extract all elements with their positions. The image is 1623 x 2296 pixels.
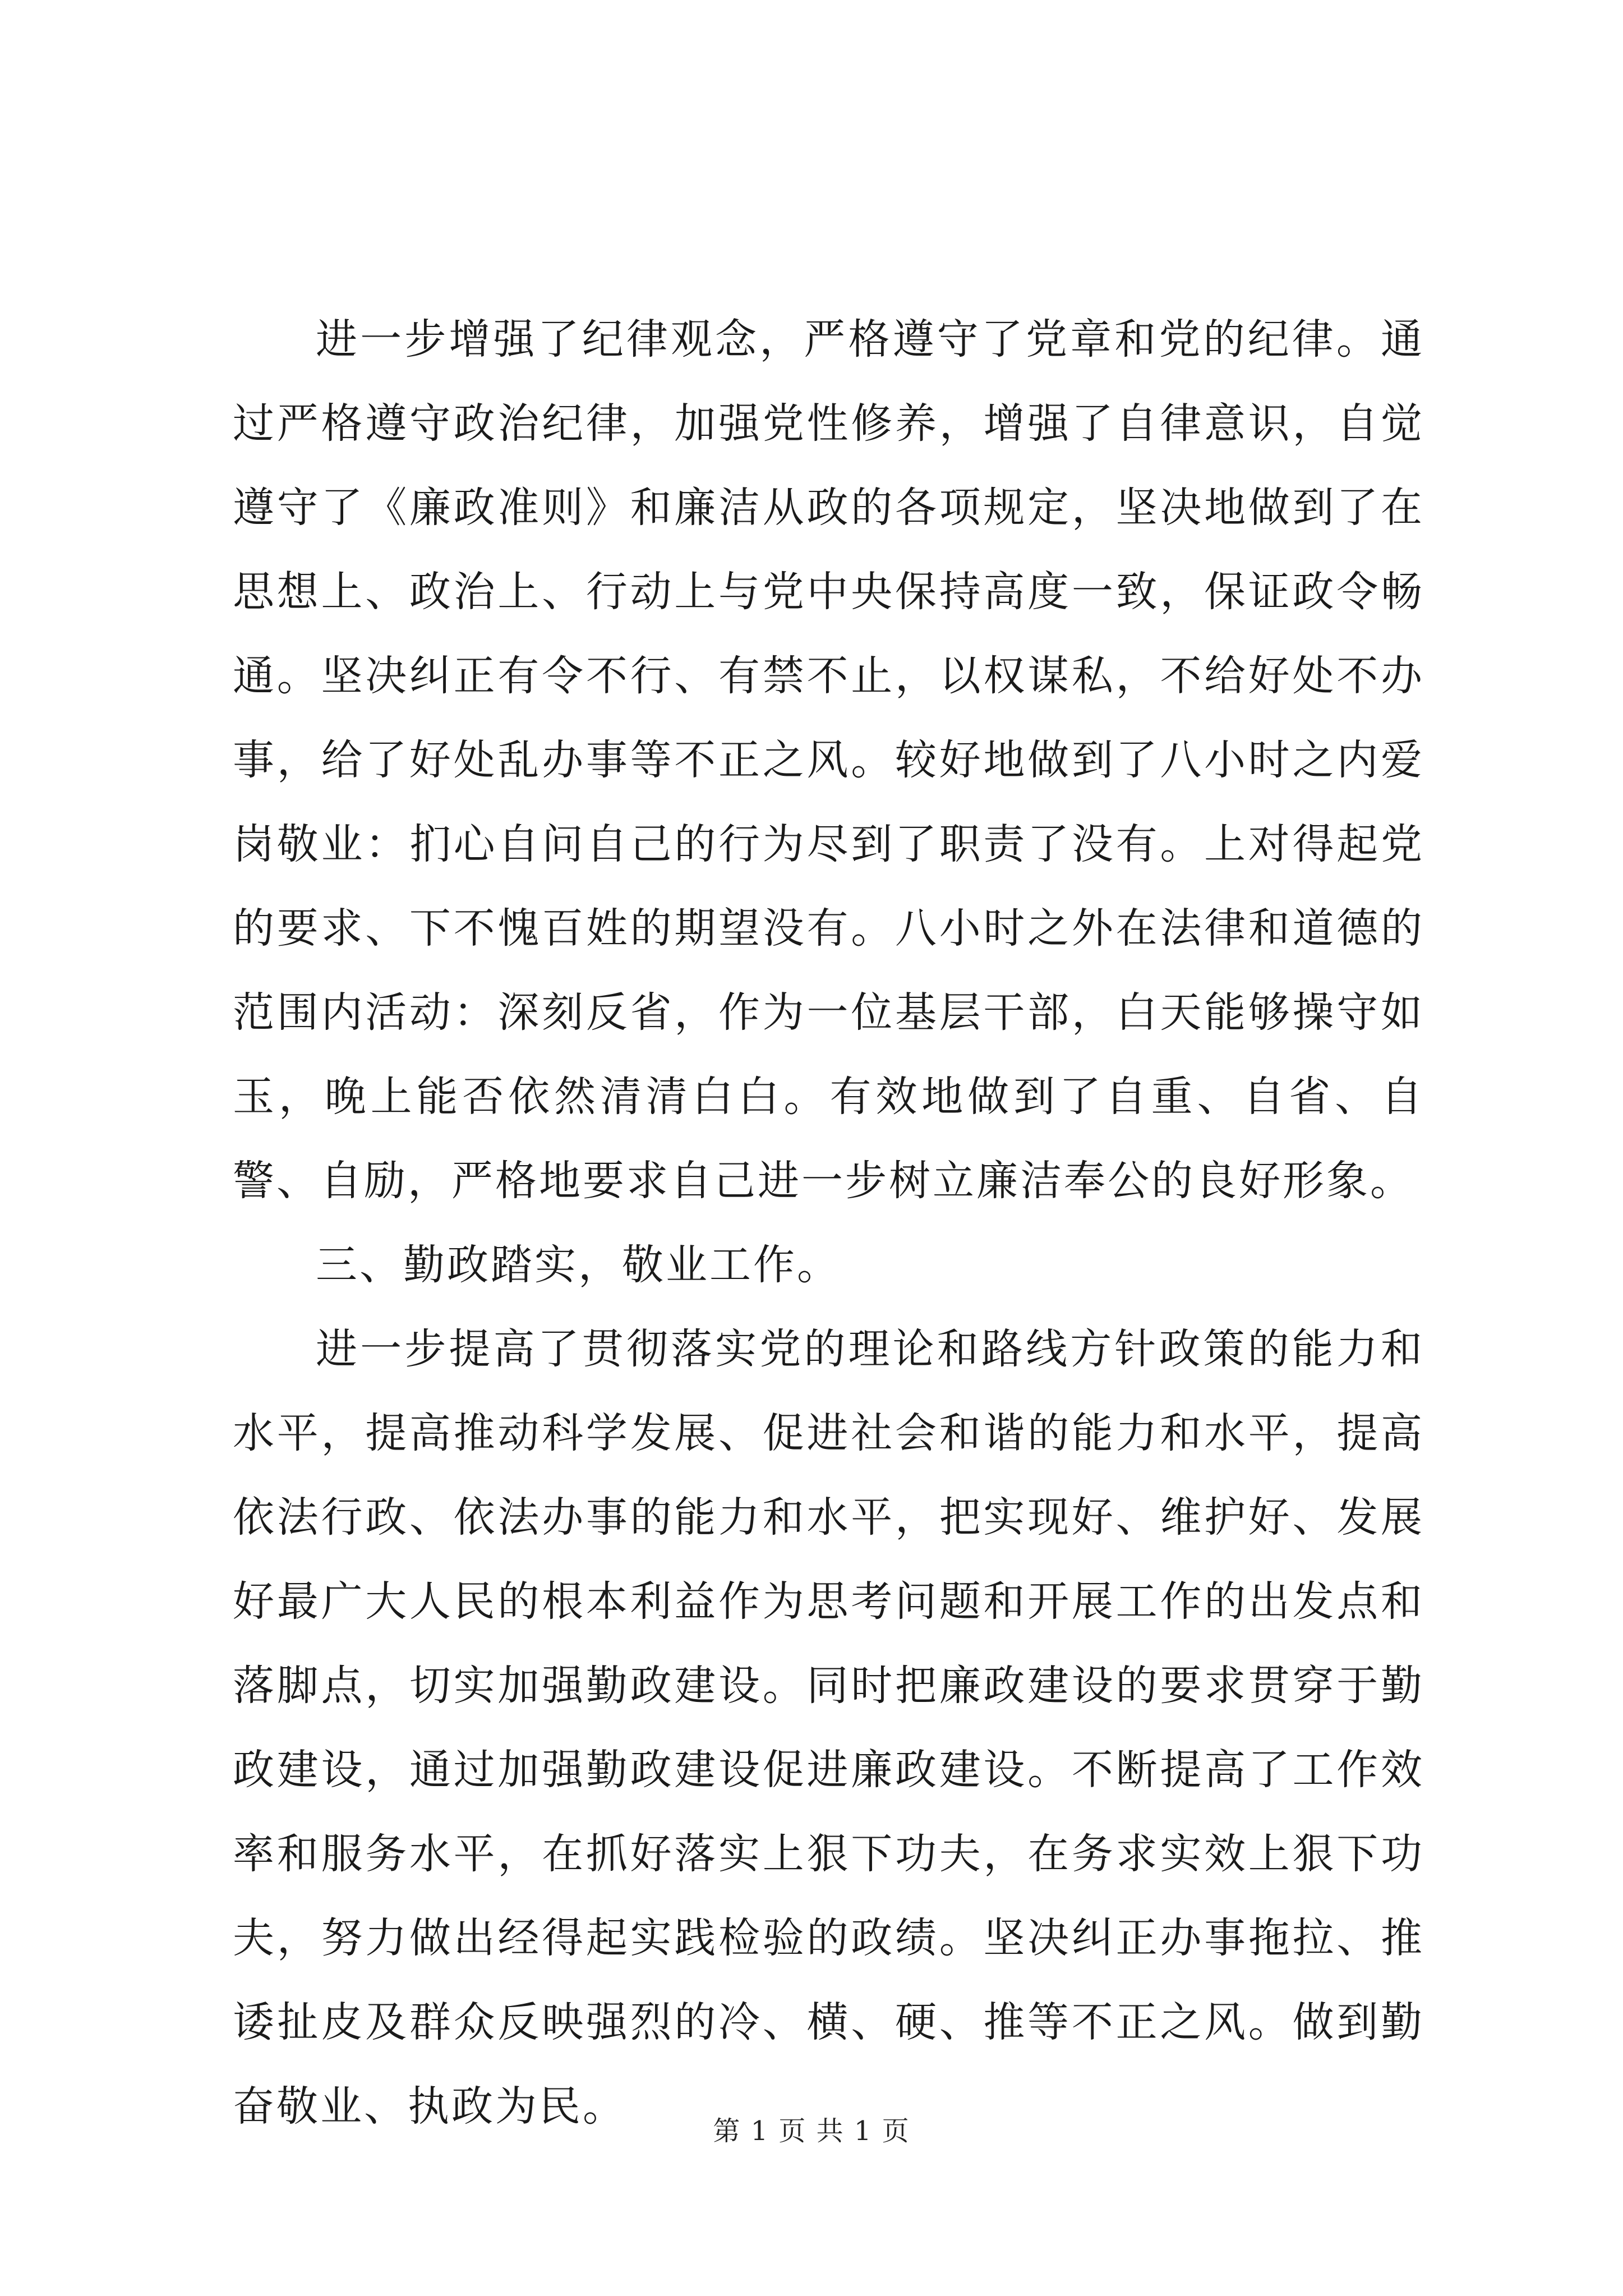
page-number-footer: 第 1 页 共 1 页 bbox=[713, 2115, 910, 2147]
document-body bbox=[233, 297, 1424, 2148]
paragraph-diligence: 进一步提高了贯彻落实党的理论和路线方针政策的能力和水平，提高推动科学发展、促进社会和谐的能力和水平，提高依法行政、依法办事的能力和水平，把实现好、维护好、发展好最广大人民的根本利益作为思考问题和开展工作的出发点和落脚点，切实加强勤政建设。同时把廉政建设的要求贯穿于勤政建设，通过加强勤政建设促进廉政建设。不断提高了工作效率和服务水平，在抓好落实上狠下功夫，在务求实效上狠下功夫，努力做出经得起实践检验的政绩。坚决纠正办事拖拉、推诿扯皮及群众反映强烈的冷、横、硬、推等不正之风。做到勤奋敬业、执政为民。 bbox=[233, 1325, 1424, 2131]
paragraph-discipline: 进一步增强了纪律观念，严格遵守了党章和党的纪律。通过严格遵守政治纪律，加强党性修养，增强了自律意识，自觉遵守了《廉政准则》和廉洁从政的各项规定，坚决地做到了在思想上、政治上、行动上与党中央保持高度一致，保证政令畅通。坚决纠正有令不行、有禁不止，以权谋私，不给好处不办事，给了好处乱办事等不正之风。较好地做到了八小时之内爱岗敬业：扪心自问自己的行为尽到了职责了没有。上对得起党的要求、下不愧百姓的期望没有。八小时之外在法律和道德的范围内活动：深刻反省，作为一位基层干部，白天能够操守如玉，晚上能否依然清清白白。有效地做到了自重、自省、自警、自励，严格地要求自己进一步树立廉洁奉公的良好形象。 bbox=[233, 315, 1424, 1205]
section-heading-diligence: 三、勤政踏实，敬业工作。 bbox=[316, 1241, 841, 1289]
